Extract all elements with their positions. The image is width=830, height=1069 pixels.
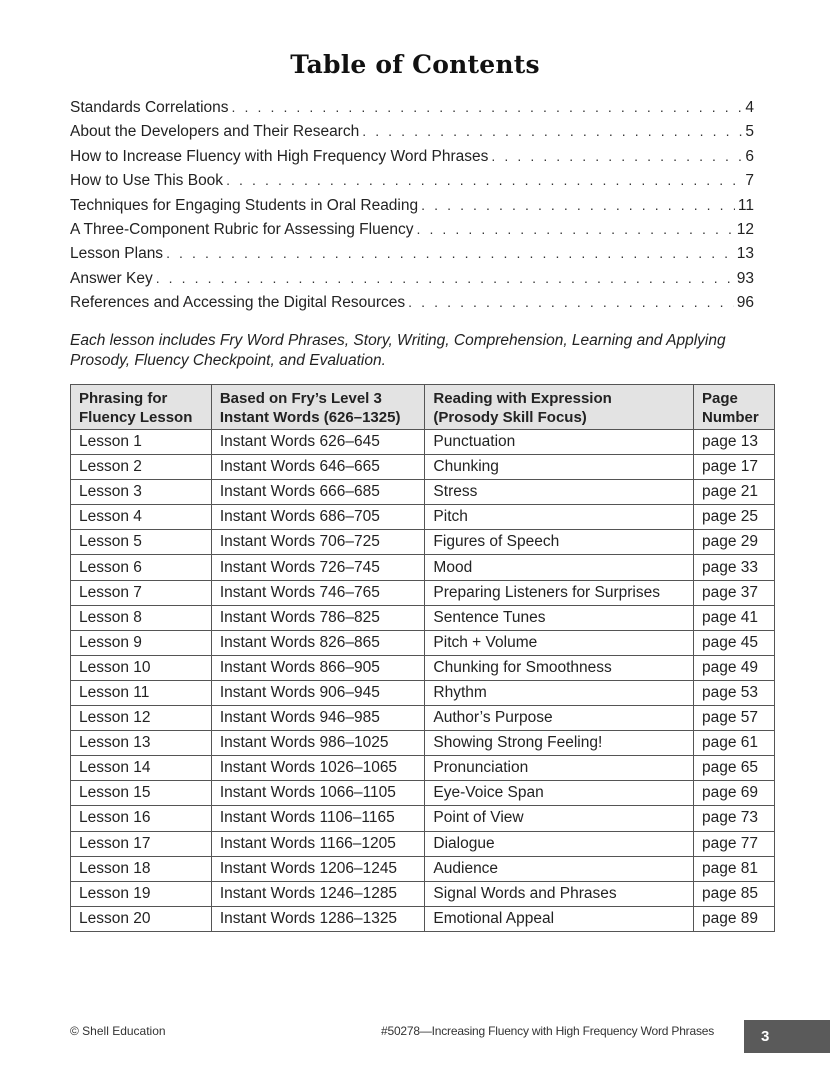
prosody-skill-cell: Figures of Speech [425, 530, 694, 555]
toc-entry [70, 294, 754, 318]
toc-dot-leader [416, 221, 733, 237]
header-lesson [71, 385, 212, 430]
instant-words-cell: Instant Words 726–745 [211, 555, 425, 580]
table-row [71, 706, 775, 731]
instant-words-cell: Instant Words 1166–1205 [211, 831, 425, 856]
toc-dot-leader [362, 123, 742, 139]
toc-entry-label: References and Accessing the Digital Resources [70, 294, 406, 312]
lesson-cell: Lesson 4 [71, 505, 212, 530]
toc-entry-label: How to Use This Book [70, 172, 224, 190]
page-number-cell: page 21 [693, 480, 774, 505]
page-number-cell: page 45 [693, 630, 774, 655]
toc-dot-leader [408, 294, 734, 310]
toc-entry-page: 4 [745, 99, 754, 116]
header-page-number [693, 385, 774, 430]
prosody-skill-cell: Dialogue [425, 831, 694, 856]
lesson-cell: Lesson 19 [71, 881, 212, 906]
prosody-skill-cell: Showing Strong Feeling! [425, 731, 694, 756]
lesson-cell: Lesson 20 [71, 906, 212, 931]
instant-words-cell: Instant Words 666–685 [211, 480, 425, 505]
table-row [71, 630, 775, 655]
prosody-skill-cell: Pitch [425, 505, 694, 530]
page-number-cell: page 85 [693, 881, 774, 906]
table-row [71, 480, 775, 505]
table-row [71, 731, 775, 756]
table-row [71, 906, 775, 931]
toc-dot-leader [491, 148, 742, 164]
toc-entry-label: A Three-Component Rubric for Assessing Fluency [70, 220, 414, 238]
page-number-cell: page 53 [693, 680, 774, 705]
instant-words-cell: Instant Words 1206–1245 [211, 856, 425, 881]
prosody-skill-cell: Sentence Tunes [425, 605, 694, 630]
table-row [71, 806, 775, 831]
instant-words-cell: Instant Words 706–725 [211, 530, 425, 555]
lesson-note: Each lesson includes Fry Word Phrases, Story, Writing, Comprehension, Learning and Applying Prosody, Fluency Checkpoint, and Evaluation. [70, 332, 726, 369]
prosody-skill-cell: Pronunciation [425, 756, 694, 781]
toc-dot-leader [421, 197, 735, 213]
instant-words-cell: Instant Words 686–705 [211, 505, 425, 530]
lesson-cell: Lesson 10 [71, 655, 212, 680]
page-number-cell: page 37 [693, 580, 774, 605]
header-instant-words [211, 385, 425, 430]
toc-entry [70, 172, 754, 196]
table-row [71, 505, 775, 530]
toc-dot-leader [156, 270, 734, 286]
page-number-cell: page 25 [693, 505, 774, 530]
lesson-cell: Lesson 5 [71, 530, 212, 555]
page-number-cell: page 13 [693, 430, 774, 455]
instant-words-cell: Instant Words 826–865 [211, 630, 425, 655]
prosody-skill-cell: Signal Words and Phrases [425, 881, 694, 906]
toc-entry [70, 197, 754, 221]
prosody-skill-cell: Rhythm [425, 680, 694, 705]
instant-words-cell: Instant Words 946–985 [211, 706, 425, 731]
instant-words-cell: Instant Words 986–1025 [211, 731, 425, 756]
table-row [71, 680, 775, 705]
table-row [71, 756, 775, 781]
table-row [71, 455, 775, 480]
page-number-cell: page 29 [693, 530, 774, 555]
lesson-cell: Lesson 15 [71, 781, 212, 806]
toc-entry-page: 6 [745, 147, 754, 165]
header-lesson-line1: Phrasing for [79, 389, 168, 407]
prosody-skill-cell: Audience [425, 856, 694, 881]
toc-entry-label: Techniques for Engaging Students in Oral Reading [70, 196, 419, 214]
prosody-skill-cell: Chunking [425, 455, 694, 480]
toc-entry-page: 11 [737, 196, 754, 214]
toc-entry [70, 148, 754, 172]
prosody-skill-cell: Emotional Appeal [425, 906, 694, 931]
lesson-cell: Lesson 3 [71, 480, 212, 505]
toc-entry [70, 123, 754, 147]
prosody-skill-cell: Eye-Voice Span [425, 781, 694, 806]
page-number-cell: page 49 [693, 655, 774, 680]
table-row [71, 856, 775, 881]
table-row [71, 430, 775, 455]
instant-words-cell: Instant Words 1066–1105 [211, 781, 425, 806]
toc-entry-page: 7 [745, 172, 754, 190]
page-number: 3 [761, 1028, 770, 1045]
footer-publisher: © Shell Education [70, 1024, 166, 1038]
table-row [71, 605, 775, 630]
toc-entry [70, 270, 754, 294]
instant-words-cell: Instant Words 746–765 [211, 580, 425, 605]
prosody-skill-cell: Author’s Purpose [425, 706, 694, 731]
page-number-cell: page 77 [693, 831, 774, 856]
table-row [71, 831, 775, 856]
lesson-cell: Lesson 7 [71, 580, 212, 605]
instant-words-cell: Instant Words 906–945 [211, 680, 425, 705]
toc-entry-page: 12 [736, 220, 754, 238]
instant-words-cell: Instant Words 1246–1285 [211, 881, 425, 906]
header-prosody-line2: (Prosody Skill Focus) [433, 408, 587, 426]
toc-entry-page: 93 [736, 269, 754, 287]
toc-entry-label: About the Developers and Their Research [70, 123, 360, 141]
table-row [71, 655, 775, 680]
instant-words-cell: Instant Words 866–905 [211, 655, 425, 680]
prosody-skill-cell: Point of View [425, 806, 694, 831]
page-number-cell: page 41 [693, 605, 774, 630]
lesson-cell: Lesson 1 [71, 430, 212, 455]
table-row [71, 580, 775, 605]
prosody-skill-cell: Punctuation [425, 430, 694, 455]
page-number-cell: page 65 [693, 756, 774, 781]
prosody-skill-cell: Mood [425, 555, 694, 580]
header-instant-words-line1: Based on Fry’s Level 3 [219, 389, 382, 407]
instant-words-cell: Instant Words 1286–1325 [211, 906, 425, 931]
header-prosody [425, 385, 694, 430]
toc-dot-leader [226, 172, 742, 188]
page-number-tab [744, 1020, 830, 1053]
header-page-line1: Page [701, 389, 738, 407]
lesson-cell: Lesson 18 [71, 856, 212, 881]
header-lesson-line2: Fluency Lesson [79, 408, 193, 426]
lesson-cell: Lesson 11 [71, 680, 212, 705]
instant-words-cell: Instant Words 786–825 [211, 605, 425, 630]
toc-entry [70, 245, 754, 269]
table-row [71, 530, 775, 555]
toc-entry-page: 96 [736, 294, 754, 312]
toc-dot-leader [232, 99, 743, 115]
lesson-cell: Lesson 16 [71, 806, 212, 831]
lesson-cell: Lesson 17 [71, 831, 212, 856]
toc-list [70, 99, 754, 319]
page-number-cell: page 33 [693, 555, 774, 580]
toc-entry-label: How to Increase Fluency with High Frequency Word Phrases [70, 147, 489, 165]
page-title: Table of Contents [290, 50, 540, 79]
table-row [71, 555, 775, 580]
header-instant-words-line2: Instant Words (626–1325) [219, 408, 401, 426]
header-prosody-line1: Reading with Expression [433, 389, 612, 407]
lesson-cell: Lesson 6 [71, 555, 212, 580]
page-number-cell: page 89 [693, 906, 774, 931]
toc-entry-page: 13 [736, 245, 754, 263]
toc-entry-page: 5 [745, 123, 754, 141]
toc-entry [70, 99, 754, 123]
page-number-cell: page 57 [693, 706, 774, 731]
page-number-cell: page 69 [693, 781, 774, 806]
lesson-cell: Lesson 13 [71, 731, 212, 756]
page-number-cell: page 61 [693, 731, 774, 756]
instant-words-cell: Instant Words 646–665 [211, 455, 425, 480]
lesson-cell: Lesson 2 [71, 455, 212, 480]
lesson-cell: Lesson 9 [71, 630, 212, 655]
prosody-skill-cell: Chunking for Smoothness [425, 655, 694, 680]
instant-words-cell: Instant Words 626–645 [211, 430, 425, 455]
footer-book-title: #50278—Increasing Fluency with High Frequency Word Phrases [381, 1024, 715, 1038]
lessons-table [70, 384, 775, 932]
toc-entry-label: Standards Correlations [70, 99, 229, 116]
toc-dot-leader [166, 245, 734, 261]
page-number-cell: page 81 [693, 856, 774, 881]
toc-entry-label: Lesson Plans [70, 245, 164, 263]
lesson-cell: Lesson 12 [71, 706, 212, 731]
table-row [71, 881, 775, 906]
table-row [71, 781, 775, 806]
toc-entry-label: Answer Key [70, 269, 153, 287]
page-number-cell: page 17 [693, 455, 774, 480]
page-number-cell: page 73 [693, 806, 774, 831]
header-page-line2: Number [701, 408, 759, 426]
lesson-cell: Lesson 14 [71, 756, 212, 781]
toc-entry [70, 221, 754, 245]
prosody-skill-cell: Stress [425, 480, 694, 505]
prosody-skill-cell: Pitch + Volume [425, 630, 694, 655]
instant-words-cell: Instant Words 1026–1065 [211, 756, 425, 781]
table-header-row [71, 385, 775, 430]
lesson-cell: Lesson 8 [71, 605, 212, 630]
prosody-skill-cell: Preparing Listeners for Surprises [425, 580, 694, 605]
instant-words-cell: Instant Words 1106–1165 [211, 806, 425, 831]
